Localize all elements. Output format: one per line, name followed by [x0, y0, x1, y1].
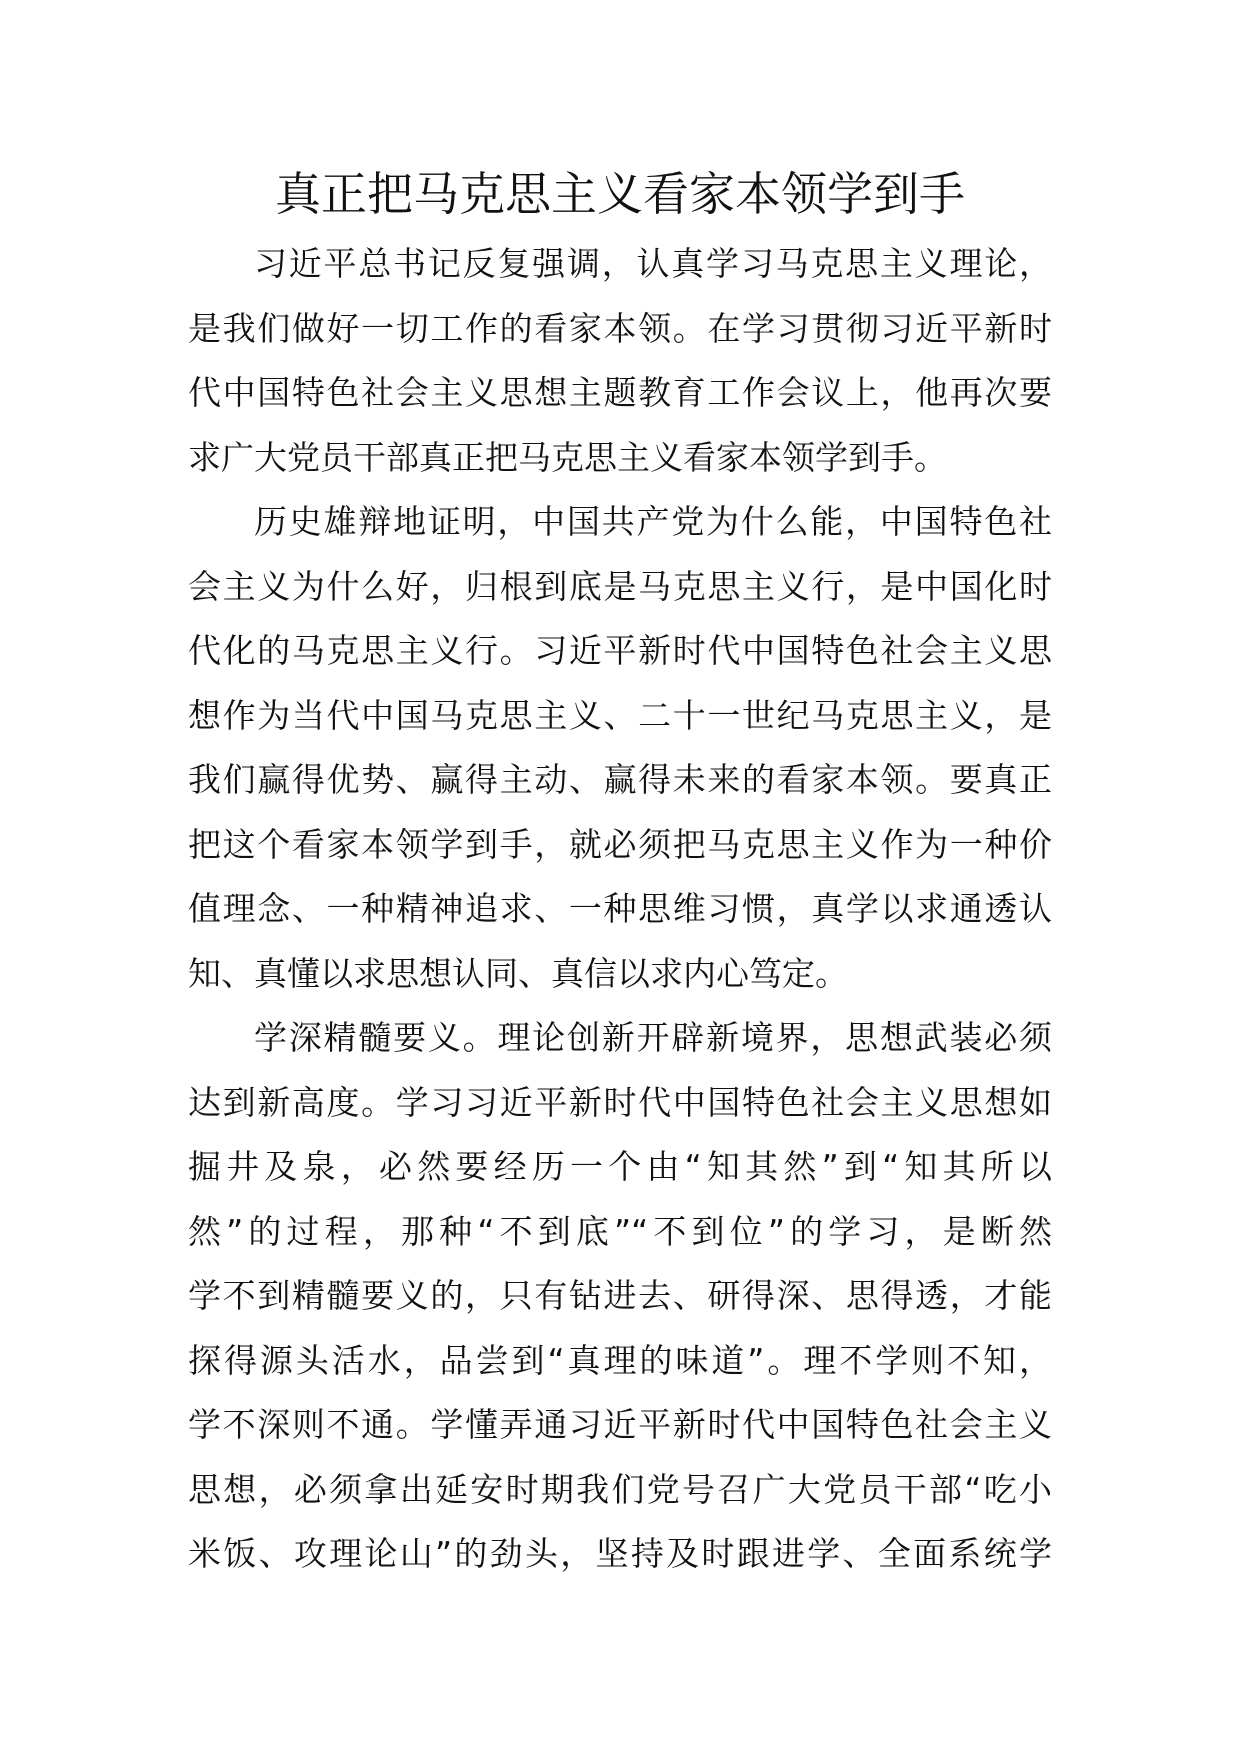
document-body	[188, 232, 1052, 1587]
text-line: 习近平总书记反复强调，认真学习马克思主义理论，	[254, 244, 1052, 283]
text-line: 历史雄辩地证明，中国共产党为什么能，中国特色社	[254, 502, 1052, 541]
text-line: 想作为当代中国马克思主义、二十一世纪马克思主义，是	[188, 695, 1052, 735]
text-line: 求广大党员干部真正把马克思主义看家本领学到手。	[188, 437, 947, 477]
text-line: 探得源头活水，品尝到“真理的味道”。理不学则不知，	[188, 1340, 1052, 1380]
text-line: 思想，必须拿出延安时期我们党号召广大党员干部“吃小	[188, 1469, 1052, 1509]
text-line: 达到新高度。学习习近平新时代中国特色社会主义思想如	[188, 1082, 1052, 1122]
text-line: 代化的马克思主义行。习近平新时代中国特色社会主义思	[188, 631, 1052, 670]
text-line: 会主义为什么好，归根到底是马克思主义行，是中国化时	[188, 566, 1052, 606]
text-line: 值理念、一种精神追求、一种思维习惯，真学以求通透认	[188, 889, 1052, 928]
text-line: 把这个看家本领学到手，就必须把马克思主义作为一种价	[188, 824, 1052, 864]
document-title: 真正把马克思主义看家本领学到手	[275, 167, 965, 221]
text-line: 掘井及泉，必然要经历一个由“知其然”到“知其所以	[188, 1147, 1052, 1186]
text-line: 然”的过程，那种“不到底”“不到位”的学习，是断然	[188, 1211, 1052, 1251]
text-line: 学不深则不通。学懂弄通习近平新时代中国特色社会主义	[188, 1405, 1052, 1444]
text-line: 米饭、攻理论山”的劲头，坚持及时跟进学、全面系统学	[188, 1534, 1052, 1573]
text-line: 学不到精髓要义的，只有钻进去、研得深、思得透，才能	[188, 1276, 1052, 1315]
text-line: 代中国特色社会主义思想主题教育工作会议上，他再次要	[188, 373, 1052, 412]
text-line: 我们赢得优势、赢得主动、赢得未来的看家本领。要真正	[188, 760, 1052, 799]
text-line: 学深精髓要义。理论创新开辟新境界，思想武装必须	[254, 1018, 1052, 1057]
text-line: 知、真懂以求思想认同、真信以求内心笃定。	[188, 953, 848, 993]
text-line: 是我们做好一切工作的看家本领。在学习贯彻习近平新时	[188, 308, 1052, 348]
